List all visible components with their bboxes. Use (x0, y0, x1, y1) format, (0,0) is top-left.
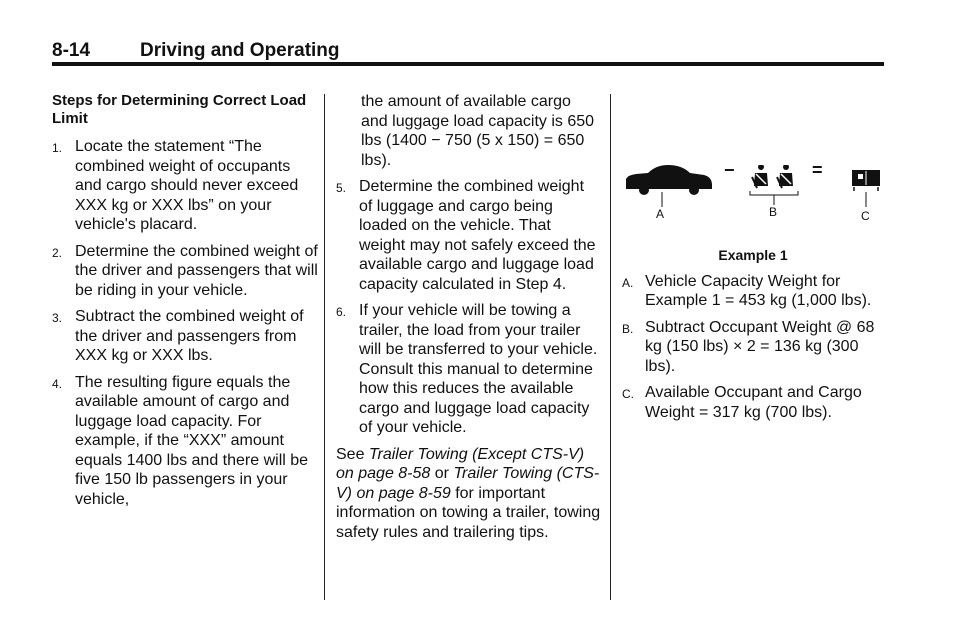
item-text: Available Occupant and Cargo Weight = 317 kg (700 lbs). (645, 384, 862, 421)
step-number: 5. (336, 181, 347, 195)
example-item (622, 318, 884, 377)
item-letter: A. (622, 275, 634, 290)
step-item (336, 177, 601, 294)
example-items-list (622, 272, 884, 423)
section-heading: Steps for Determining Correct Load Limit (52, 92, 307, 127)
step-text: If your vehicle will be towing a trailer, the load from your trailer will be transferred to your vehicle. Consult this manual to determine how this reduces the available cargo and luggage load capacity of your vehicle. (359, 302, 598, 436)
cross-reference-link[interactable]: Trailer Towing (Except CTS-V) on page 8-58 (336, 445, 585, 482)
step-continuation: the amount of available cargo and luggage load capacity is 650 lbs (1400 − 750 (5 x 150) = 650 lbs). (361, 93, 595, 169)
column-divider (610, 94, 611, 600)
figure-label-c: C (861, 209, 870, 223)
page-number: 8-14 (52, 40, 91, 61)
see-prefix: See (336, 445, 369, 463)
car-icon (626, 165, 712, 195)
figure-caption: Example 1 (718, 247, 788, 263)
step-item (52, 373, 318, 510)
bracket-b (750, 191, 798, 195)
column-middle (336, 92, 601, 549)
step-item (52, 242, 318, 301)
step-number: 2. (52, 245, 63, 260)
step-number: 4. (52, 376, 63, 391)
item-text: Vehicle Capacity Weight for Example 1 = 453 kg (1,000 lbs). (645, 272, 872, 309)
chapter-title: Driving and Operating (140, 40, 340, 61)
figure-label-b: B (769, 205, 778, 219)
cross-reference-link[interactable]: Trailer Towing (CTS-V) on page 8-59 (336, 465, 600, 502)
steps-list (336, 177, 601, 438)
step-text: Determine the combined weight of the driver and passengers that will be riding in your vehicle. (75, 242, 318, 299)
minus-sign: − (724, 160, 735, 180)
item-letter: C. (622, 387, 634, 401)
luggage-icon (852, 170, 880, 191)
column-left (52, 92, 318, 516)
step-item (52, 307, 318, 366)
see-also-paragraph (336, 445, 601, 543)
or-text: or (430, 465, 454, 482)
step-text: The resulting figure equals the available amount of cargo and luggage load capacity. For example, if the “XXX” amount equals 1400 lbs and there will be five 150 lb passengers in your vehicle, (75, 373, 309, 508)
step-number: 6. (336, 305, 347, 319)
item-letter: B. (622, 321, 634, 336)
column-divider (324, 94, 325, 600)
item-text: Subtract Occupant Weight @ 68 kg (150 lbs) × 2 = 136 kg (300 lbs). (645, 318, 875, 375)
seatbelt-occupant-icon (752, 165, 768, 188)
see-suffix: for important information on towing a trailer, towing safety rules and trailering tips. (336, 484, 601, 541)
seatbelt-occupant-icon (777, 165, 793, 188)
step-number: 1. (52, 141, 63, 155)
example-item (622, 383, 884, 422)
equals-sign: = (812, 160, 823, 180)
header-rule (52, 62, 884, 66)
step-text: Subtract the combined weight of the driver and passengers from XXX kg or XXX lbs. (75, 308, 304, 364)
load-example-figure (622, 160, 884, 255)
steps-list (52, 137, 318, 509)
column-right (622, 92, 884, 429)
figure-label-a: A (656, 207, 665, 221)
step-item (336, 301, 601, 438)
step-text: Locate the statement “The combined weight of occupants and cargo should never exceed XXX kg or XXX lbs” on your vehicle's placard. (75, 138, 299, 233)
step-text: Determine the combined weight of luggage and cargo being loaded on the vehicle. That weight may not safely exceed the available cargo and luggage load capacity calculated in Step 4. (359, 178, 596, 293)
example-item (622, 272, 884, 311)
step-number: 3. (52, 311, 63, 325)
step-item (52, 137, 318, 235)
